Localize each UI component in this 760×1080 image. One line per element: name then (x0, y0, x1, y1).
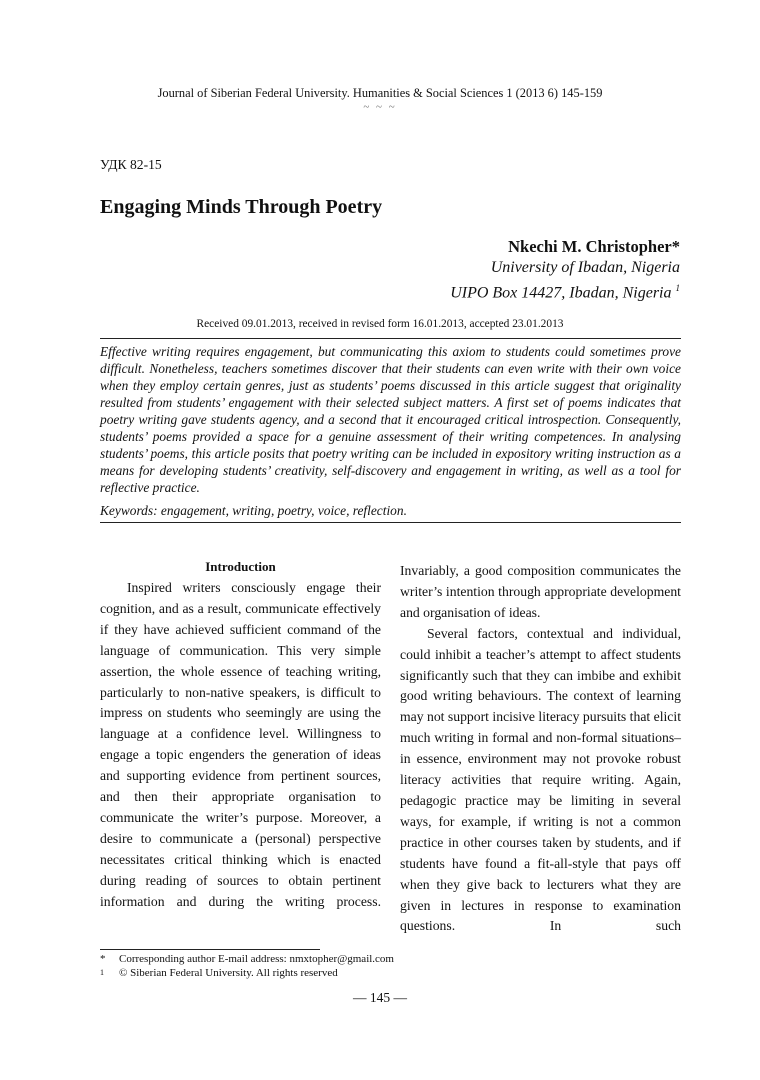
section-heading-introduction: Introduction (205, 559, 276, 574)
abstract: Effective writing requires engagement, but communicating this axiom to students could sometimes prove difficult. Nonetheless, teachers sometimes discover that their students can even write with their own voice when they employ certain genres, just as students’ poems discussed in this article suggest that originality resulted from students’ engagement with their selected subject matters. A first set of poems indicates that poetry writing gave students agency, and a second that it encouraged critical introspection. Consequently, students’ poems provided a space for a genuine assessment of their writing competences. In analysing students’ poems, this article posits that poetry writing can be included in expository writing instruction as a means for developing students’ creativity, self-discovery and engagement in writing, as well as a tool for reflective practice. (100, 344, 681, 495)
author-affiliation: University of Ibadan, Nigeria (490, 259, 680, 276)
footnote-copyright (100, 966, 338, 980)
footnote-text: Corresponding author E-mail address: nmxtopher@gmail.com (119, 953, 394, 965)
author-block (450, 236, 680, 303)
footnote-rule (100, 949, 320, 950)
author-address (450, 278, 680, 303)
address-footnote-mark: 1 (675, 283, 680, 293)
footnote-mark: 1 (100, 968, 104, 977)
abstract-bottom-rule (100, 522, 681, 523)
left-column (100, 558, 381, 913)
author-name: Nkechi M. Christopher* (508, 237, 680, 256)
right-paragraph-2: Several factors, contextual and individual, could inhibit a teacher’s attempt to affect students significantly such that they can imbibe and exhibit good writing behaviours. The context of learning may not support incisive literacy pursuits that elicit much writing in formal and non-formal situations– in essence, environment may not provoke robust literacy activities that require writing. Again, pedagogic practice may be limiting in several ways, for example, if writing is not a common practice in other courses taken by students, and if students have found a fit-all-style that pays off when they give back to lecturers what they are given in lectures in response to examination questions. In such (400, 625, 681, 934)
article-title: Engaging Minds Through Poetry (100, 196, 383, 218)
author-address-text: UIPO Box 14427, Ibadan, Nigeria (450, 284, 672, 302)
received-dates: Received 09.01.2013, received in revised form 16.01.2013, accepted 23.01.2013 (196, 318, 564, 330)
footnote-corresponding-author (100, 952, 394, 966)
right-paragraph-1: Invariably, a good composition communicates the writer’s intention through appropriate development and organisation of ideas. (400, 563, 681, 620)
journal-header: Journal of Siberian Federal University. Humanities & Social Sciences 1 (2013 6) 145-159 (157, 86, 603, 100)
footnote-text: © Siberian Federal University. All rights reserved (119, 967, 338, 979)
right-column (400, 561, 681, 937)
header-ornament: ~ ~ ~ (363, 101, 397, 113)
intro-paragraph-1: Inspired writers consciously engage their cognition, and as a result, communicate effectively if they have achieved sufficient command of the language of communication. This very simple assertion, the whole essence of teaching writing, particularly to non-native speakers, is difficult to impress on students who seemingly are using the language at a confidence level. Willingness to engage a topic engenders the generation of ideas and supporting evidence from pertinent sources, and then their appropriate organisation to communicate the writer’s purpose. Moreover, a desire to communicate a (personal) perspective necessitates critical thinking which is enacted during reading of sources to obtain pertinent information and during the writing process. (100, 580, 381, 909)
keywords: Keywords: engagement, writing, poetry, voice, reflection. (100, 503, 407, 518)
footnote-mark: * (100, 953, 106, 965)
page-number: — 145 — (353, 990, 407, 1005)
abstract-top-rule (100, 338, 681, 339)
udk-code: УДК 82-15 (100, 157, 162, 172)
